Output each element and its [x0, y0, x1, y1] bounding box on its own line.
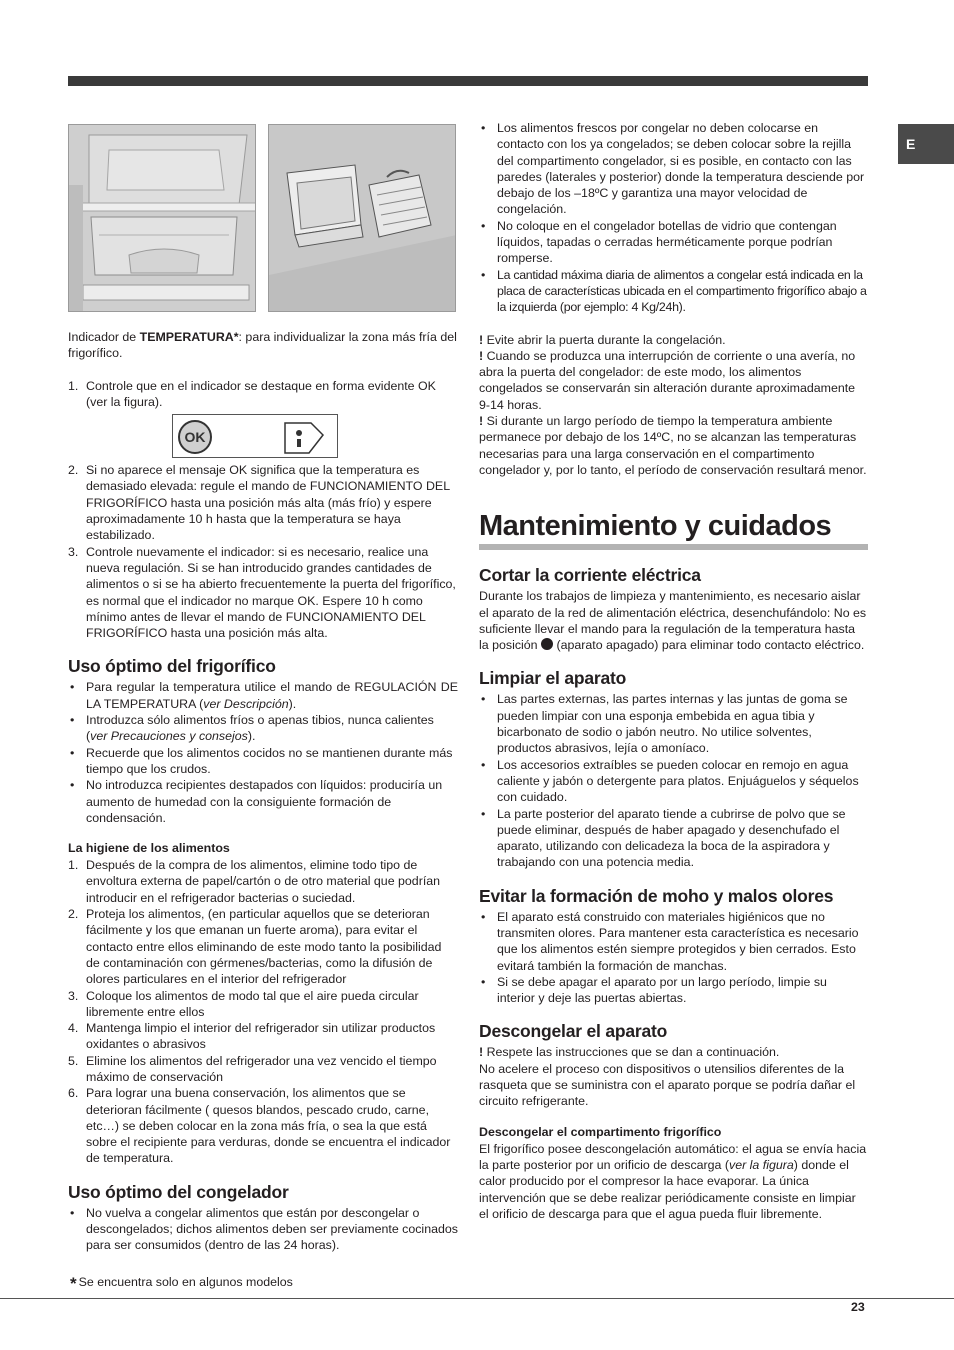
warning-1: ! Evite abrir la puerta durante la congelación. [479, 332, 726, 347]
limpiar-list [479, 691, 868, 870]
fridge-drawer-illustration [68, 124, 256, 312]
page-number: 23 [851, 1300, 865, 1314]
list-item: • Recuerde que los alimentos cocidos no se mantienen durante más tiempo que los crudos. [70, 745, 453, 776]
ok-indicator-figure [172, 414, 338, 458]
list-item: • Introduzca sólo alimentos fríos o apenas tibios, nunca calientes (ver Precauciones y consejos). [70, 713, 434, 744]
section-heading-uso-frigorifico: Uso óptimo del frigorífico [68, 656, 276, 677]
descongelar-paragraph: No acelere el proceso con dispositivos o utensilios diferentes de la rasqueta que se suministra con el aparato porque se podría dañar el circuito refrigerante. [479, 1061, 856, 1109]
indicator-steps [68, 378, 458, 411]
ok-label: OK [184, 429, 206, 446]
section-heading-uso-congelador: Uso óptimo del congelador [68, 1181, 289, 1202]
section-heading-limpiar: Limpiar el aparato [479, 668, 627, 689]
list-item: • La cantidad máxima diaria de alimentos a congelar está indicada en la placa de características ubicada en el compartimento frigorífico abajo a la izquierda (por ejemplo: 4 Kg/24h). [481, 267, 867, 315]
list-item: • Los accesorios extraíbles se pueden colocar en remojo en agua caliente y jabón o detergente para platos. Enjuáguelos y séquelos con cuidado. [481, 757, 859, 805]
uso-congelador-list [68, 1205, 458, 1254]
temperature-indicator-intro: Indicador de TEMPERATURA*: para individualizar la zona más fría del frigorífico. [68, 330, 457, 361]
subheading-higiene: La higiene de los alimentos [68, 841, 230, 856]
language-tab: E [898, 124, 954, 164]
warning-3: ! Si durante un largo período de tiempo la temperatura ambiente permanece por debajo de los 14ºC, no se alcanzan las temperaturas necesarias para una larga conservación en el compartimento congelador y, por lo tanto, el período de conservación resultará menor. [479, 414, 867, 477]
congelador-list [479, 120, 868, 316]
warning-2: ! Cuando se produzca una interrupción de corriente o una avería, no abra la puerta del congelador: de este modo, los alimentos congelados se conservarán sin alteración durante aproximadamente 9-14 horas. [479, 348, 856, 412]
list-item: 2. Proteja los alimentos, (en particular aquellos que se deterioran fácilmente y los que emanan un fuerte aroma), para evitar el contacto entre ellos eliminando de este modo tanto la posibilidad de contaminación con gérmenes/bacterias, como la difusión de olores particulares en el interior del refrigerador [68, 907, 442, 987]
list-item: 5. Elimine los alimentos del refrigerador una vez vencido el tiempo máximo de conservación [68, 1053, 437, 1084]
indicator-steps-continued [68, 462, 458, 641]
list-item: 6. Para lograr una buena conservación, los alimentos que se deterioran fácilmente ( quesos blandos, pescado crudo, carne, etc…) se deben colocar en la zona más fría, o sea la que está sobre el recipiente para verduras, donde se encuentra el indicador de temperatura. [68, 1086, 451, 1166]
descongelar-warning: ! Respete las instrucciones que se dan a continuación. [479, 1045, 780, 1060]
list-item: 1. Después de la compra de los alimentos, elimine todo tipo de envoltura externa de papel/cartón o de otro material que podrían introducir en el refrigerador bacterias o suciedad. [68, 858, 441, 905]
list-item: • Las partes externas, las partes internas y las juntas de goma se pueden limpiar con una esponja embebida en agua tibia y bicarbonato de sodio o jabón neutro. No utilice solventes, productos abrasivos, lejía o amoníaco. [481, 692, 848, 756]
higiene-list [68, 857, 458, 1167]
list-item: • La parte posterior del aparato tiende a cubrirse de polvo que se puede eliminar, después de haber apagado y desenchufado el aparato, utilizando con delicadeza la boca de la aspiradora y trabajando con una potencia media. [481, 806, 846, 870]
header-bar [68, 76, 868, 86]
footnote: * Se encuentra solo en algunos modelos [70, 1274, 293, 1293]
list-item: • No coloque en el congelador botellas de vidrio que contengan líquidos, tapadas o cerradas herméticamente porque podrían romperse. [481, 218, 837, 266]
section-heading-descongelar: Descongelar el aparato [479, 1021, 668, 1042]
uso-frigorifico-list [68, 679, 458, 826]
list-item: 3. Controle nuevamente el indicador: si es necesario, realice una nueva regulación. Si se han introducido grandes cantidades de alimentos o si se ha abierto frecuentemente la puerta del frigorífico, es normal que el indicador no marque OK. Espere 10 h como mínimo antes de llevar el mando de FUNCIONAMIENTO DEL FRIGORÍFICO hasta una posición más alta. [68, 544, 456, 641]
descongelar-frigorifico-paragraph: El frigorífico posee descongelación automático: el agua se envía hacia la parte posterior por un orificio de descarga (ver la figura) donde el calor producido por el compresor la hace evaporar. La única intervención que se debe realizar periódicamente consiste en limpiar el orificio de descarga para que el agua pueda fluir libremente. [479, 1141, 867, 1221]
list-item: 3. Coloque los alimentos de modo tal que el aire pueda circular libremente entre ellos [68, 988, 419, 1019]
list-item: 4. Mantenga limpio el interior del refrigerador sin utilizar productos oxidantes o abrasivos [68, 1021, 436, 1052]
list-item: 1. Controle que en el indicador se destaque en forma evidente OK (ver la figura). [68, 378, 436, 409]
list-item: • Para regular la temperatura utilice el mando de REGULACIÓN DE LA TEMPERATURA (ver Descripción). [70, 680, 458, 711]
section-heading-moho: Evitar la formación de moho y malos olores [479, 885, 834, 906]
figures-row [68, 124, 458, 312]
list-item: • No vuelva a congelar alimentos que están por descongelar o descongelados; dichos alimentos deben ser previamente cocinados para ser consumidos (dentro de las 24 horas). [70, 1205, 458, 1253]
subheading-descongelar-frigorifico: Descongelar el compartimento frigorífico [479, 1124, 722, 1139]
list-item: • Si se debe apagar el aparato por un largo período, limpie su interior y deje las puertas abiertas. [481, 974, 827, 1006]
off-position-icon [541, 638, 553, 650]
main-section-title: Mantenimiento y cuidados [479, 510, 868, 550]
list-item: 2. Si no aparece el mensaje OK significa que la temperatura es demasiado elevada: regule el mando de FUNCIONAMIENTO DEL FRIGORÍFICO hasta una posición más alta (más frío) y espere aproximadamente 10 h hasta que la temperatura se haya estabilizado. [68, 463, 450, 543]
right-column [479, 120, 868, 1222]
list-item: • No introduzca recipientes destapados con líquidos: produciría un aumento de humedad con la consiguiente formación de condensación. [70, 778, 443, 825]
list-item: • El aparato está construido con materiales higiénicos que no transmiten olores. Para mantener esta característica es necesario que los alimentos estén siempre protegidos y bien cerrados. Esto evitará también la formación de manchas. [481, 909, 859, 973]
left-column [68, 124, 458, 1254]
cortar-paragraph: Durante los trabajos de limpieza y mantenimiento, es necesario aislar el aparato de la red de alimentación eléctrica, desenchufándolo: No es suficiente llevar el mando para la regulación de la temperatura hasta la posición (aparato apagado) para eliminar todo contacto eléctrico. [479, 589, 867, 653]
footer-rule [0, 1298, 954, 1299]
section-heading-cortar: Cortar la corriente eléctrica [479, 565, 701, 586]
list-item: • Los alimentos frescos por congelar no deben colocarse en contacto con los ya congelados; se deben colocar sobre la rejilla del compartimento congelador, si es posible, en contacto con las paredes (laterales y posterior) donde la temperatura desciende por debajo de los –18ºC y garantiza una mayor velocidad de congelación. [481, 121, 865, 217]
moho-list [479, 909, 868, 1007]
tray-and-scraper-illustration [268, 124, 456, 312]
